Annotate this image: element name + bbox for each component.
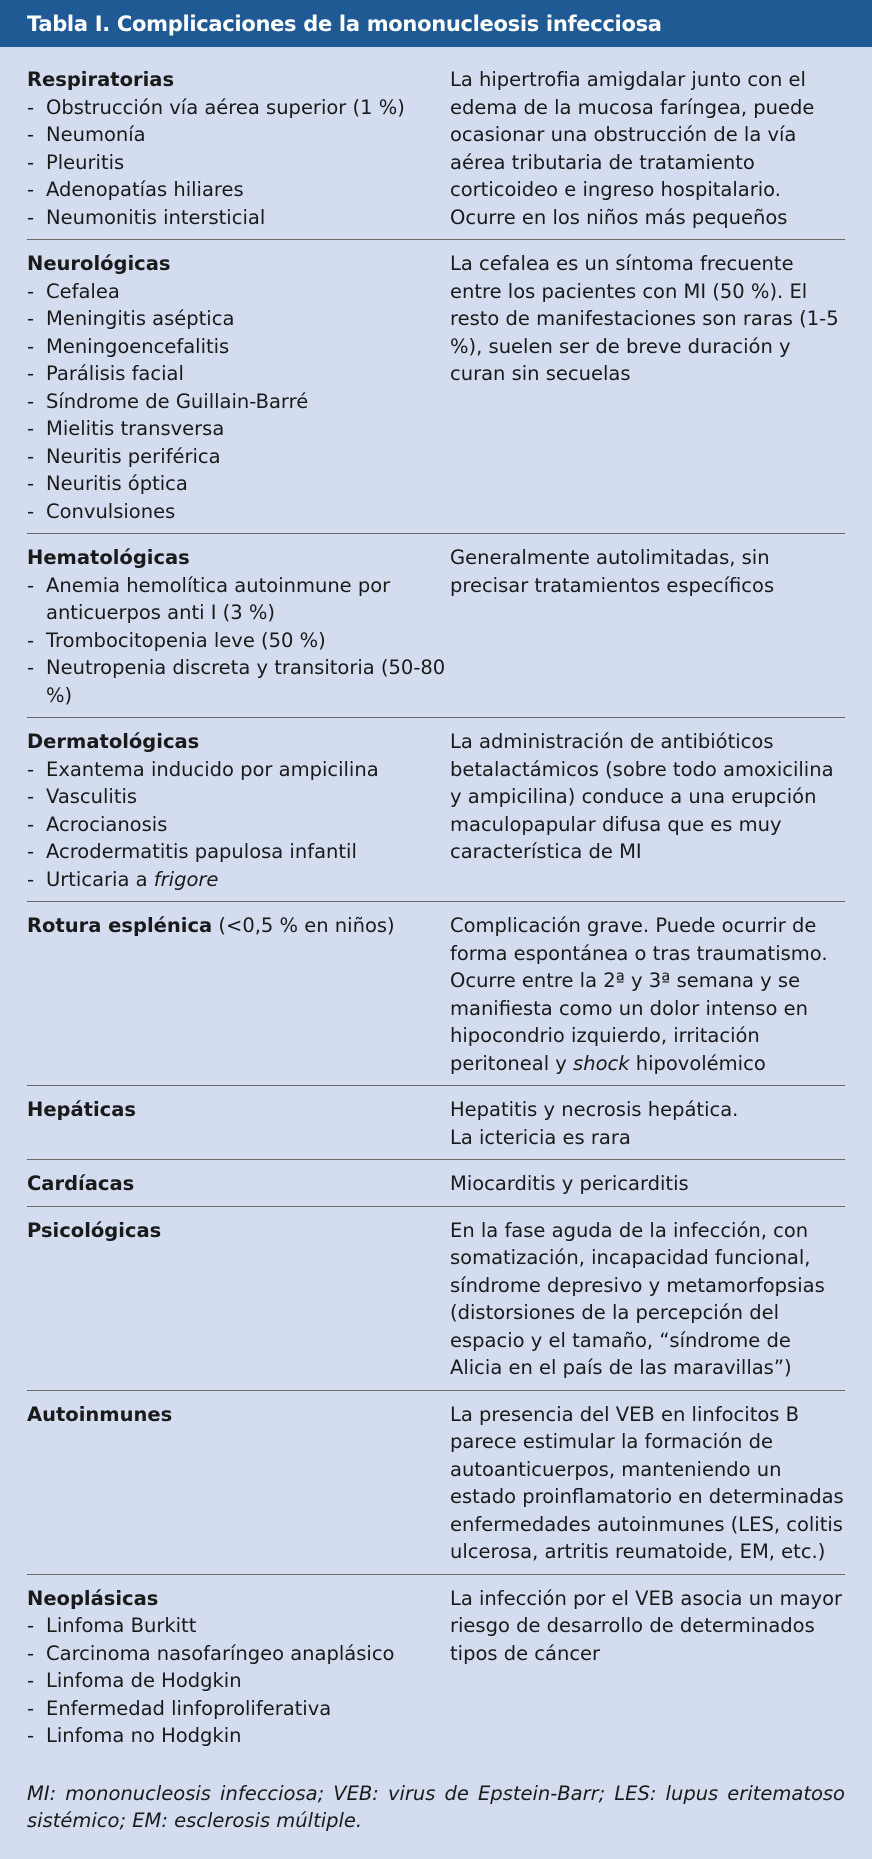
list-item: - Trombocitopenia leve (50 %) <box>27 628 326 652</box>
list-item: - Pleuritis <box>27 150 125 174</box>
table-title: Tabla I. Complicaciones de la mononucleosis infecciosa <box>27 11 662 36</box>
list-item: - Neumonía <box>27 123 146 146</box>
table-row-hepaticas <box>27 1096 845 1160</box>
category-label: Autoinmunes <box>27 1402 173 1426</box>
list-item: - Linfoma Burkitt <box>27 1614 197 1637</box>
row-left-cell <box>27 728 450 893</box>
list-item: - Meningoencefalitis <box>27 334 230 358</box>
list-item: - Cefalea <box>27 279 120 303</box>
complications-table <box>0 66 872 1758</box>
category-label: Neoplásicas <box>27 1586 159 1610</box>
list-item: - Vasculitis <box>27 785 138 808</box>
table-row-hematologicas <box>27 544 845 718</box>
table-title-bar <box>0 0 872 47</box>
row-description: En la fase aguda de la infección, con somatización, incapacidad funcional, síndrome depresivo y metamorfopsias (distorsiones de la percepción del espacio y el tamaño, “síndrome de Alicia en el país de las maravillas”) <box>450 1218 825 1379</box>
category-extra: (<0,5 % en niños) <box>212 914 395 937</box>
list-item: - Neumonitis intersticial <box>27 205 266 229</box>
list-item: - Convulsiones <box>27 499 176 523</box>
row-left-cell <box>27 912 450 1077</box>
category-label: Psicológicas <box>27 1218 162 1242</box>
category-label: Hematológicas <box>27 546 190 569</box>
table-row-rotura-esplenica <box>27 912 845 1086</box>
list-item: - Carcinoma nasofaríngeo anaplásico <box>27 1641 395 1665</box>
row-left-cell <box>27 1401 450 1566</box>
list-item: - Neuritis óptica <box>27 472 188 495</box>
row-left-cell <box>27 1096 450 1151</box>
list-item: - Parálisis facial <box>27 362 184 385</box>
category-label: Dermatológicas <box>27 730 200 753</box>
list-item: - Mielitis transversa <box>27 417 225 440</box>
category-label: Neurológicas <box>27 252 171 275</box>
row-description: Miocarditis y pericarditis <box>450 1172 689 1195</box>
row-description: La infección por el VEB asocia un mayor riesgo de desarrollo de determinados tipos de cáncer <box>450 1586 843 1665</box>
row-left-cell <box>27 250 450 525</box>
list-item: - Acrodermatitis papulosa infantil <box>27 840 357 863</box>
table-row-neoplasicas <box>27 1585 845 1758</box>
table-footnote: MI: mononucleosis infecciosa; VEB: virus de Epstein-Barr; LES: lupus eritematoso sistémico; EM: esclerosis múltiple. <box>27 1781 845 1832</box>
row-description: La administración de antibióticos betalactámicos (sobre todo amoxicilina y ampicilina) conduce a una erupción maculopapular difusa que es muy característica de MI <box>450 730 834 863</box>
row-description: La cefalea es un síntoma frecuente entre los pacientes con MI (50 %). El resto de manifestaciones son raras (1-5 %), suelen ser de breve duración y curan sin secuelas <box>450 252 839 385</box>
list-item: - Neuritis periférica <box>27 444 221 468</box>
row-left-cell <box>27 1217 450 1382</box>
list-item: - Síndrome de Guillain-Barré <box>27 389 309 413</box>
list-item: - Adenopatías hiliares <box>27 178 244 201</box>
row-description: Hepatitis y necrosis hepática. La ictericia es rara <box>450 1098 739 1149</box>
category-label: Rotura esplénica <box>27 914 213 937</box>
list-item: - Anemia hemolítica autoinmune por anticuerpos anti I (3 %) <box>27 573 391 624</box>
list-item: - Enfermedad linfoproliferativa <box>27 1696 332 1720</box>
table-row-dermatologicas <box>27 728 845 902</box>
list-item: - Meningitis aséptica <box>27 307 235 330</box>
table-row-psicologicas <box>27 1217 845 1391</box>
row-description: Complicación grave. Puede ocurrir de forma espontánea o tras traumatismo. Ocurre entre la 2ª y 3ª semana y se manifiesta como un dolor intenso en hipocondrio izquierdo, irritación peritoneal y shock hipovolémico <box>450 914 828 1075</box>
row-left-cell <box>27 1170 450 1198</box>
row-description: Generalmente autolimitadas, sin precisar tratamientos específicos <box>450 546 775 597</box>
table-row-autoinmunes <box>27 1401 845 1575</box>
category-label: Respiratorias <box>27 68 175 91</box>
list-item: - Exantema inducido por ampicilina <box>27 757 379 781</box>
list-item: - Linfoma no Hodgkin <box>27 1724 242 1747</box>
row-left-cell <box>27 544 450 709</box>
list-item: - Neutropenia discreta y transitoria (50-80 %) <box>27 656 446 707</box>
list-item: - Urticaria a frigore <box>27 867 219 891</box>
list-item: - Acrocianosis <box>27 812 168 836</box>
table-row-cardiacas <box>27 1170 845 1207</box>
list-item: - Obstrucción vía aérea superior (1 %) <box>27 95 405 119</box>
row-left-cell <box>27 1585 450 1750</box>
category-label: Cardíacas <box>27 1172 135 1195</box>
list-item: - Linfoma de Hodgkin <box>27 1669 242 1692</box>
table-row-respiratorias <box>27 66 845 240</box>
table-row-neurologicas <box>27 250 845 534</box>
row-description: La presencia del VEB en linfocitos B parece estimular la formación de autoanticuerpos, manteniendo un estado proinflamatorio en determinadas enfermedades autoinmunes (LES, colitis ulcerosa, artritis reumatoide, EM, etc.) <box>450 1402 844 1563</box>
category-label: Hepáticas <box>27 1098 136 1121</box>
row-description: La hipertrofia amigdalar junto con el edema de la mucosa faríngea, puede ocasionar una obstrucción de la vía aérea tributaria de tratamiento corticoideo e ingreso hospitalario. Ocurre en los niños más pequeños <box>450 68 815 229</box>
row-left-cell <box>27 66 450 231</box>
